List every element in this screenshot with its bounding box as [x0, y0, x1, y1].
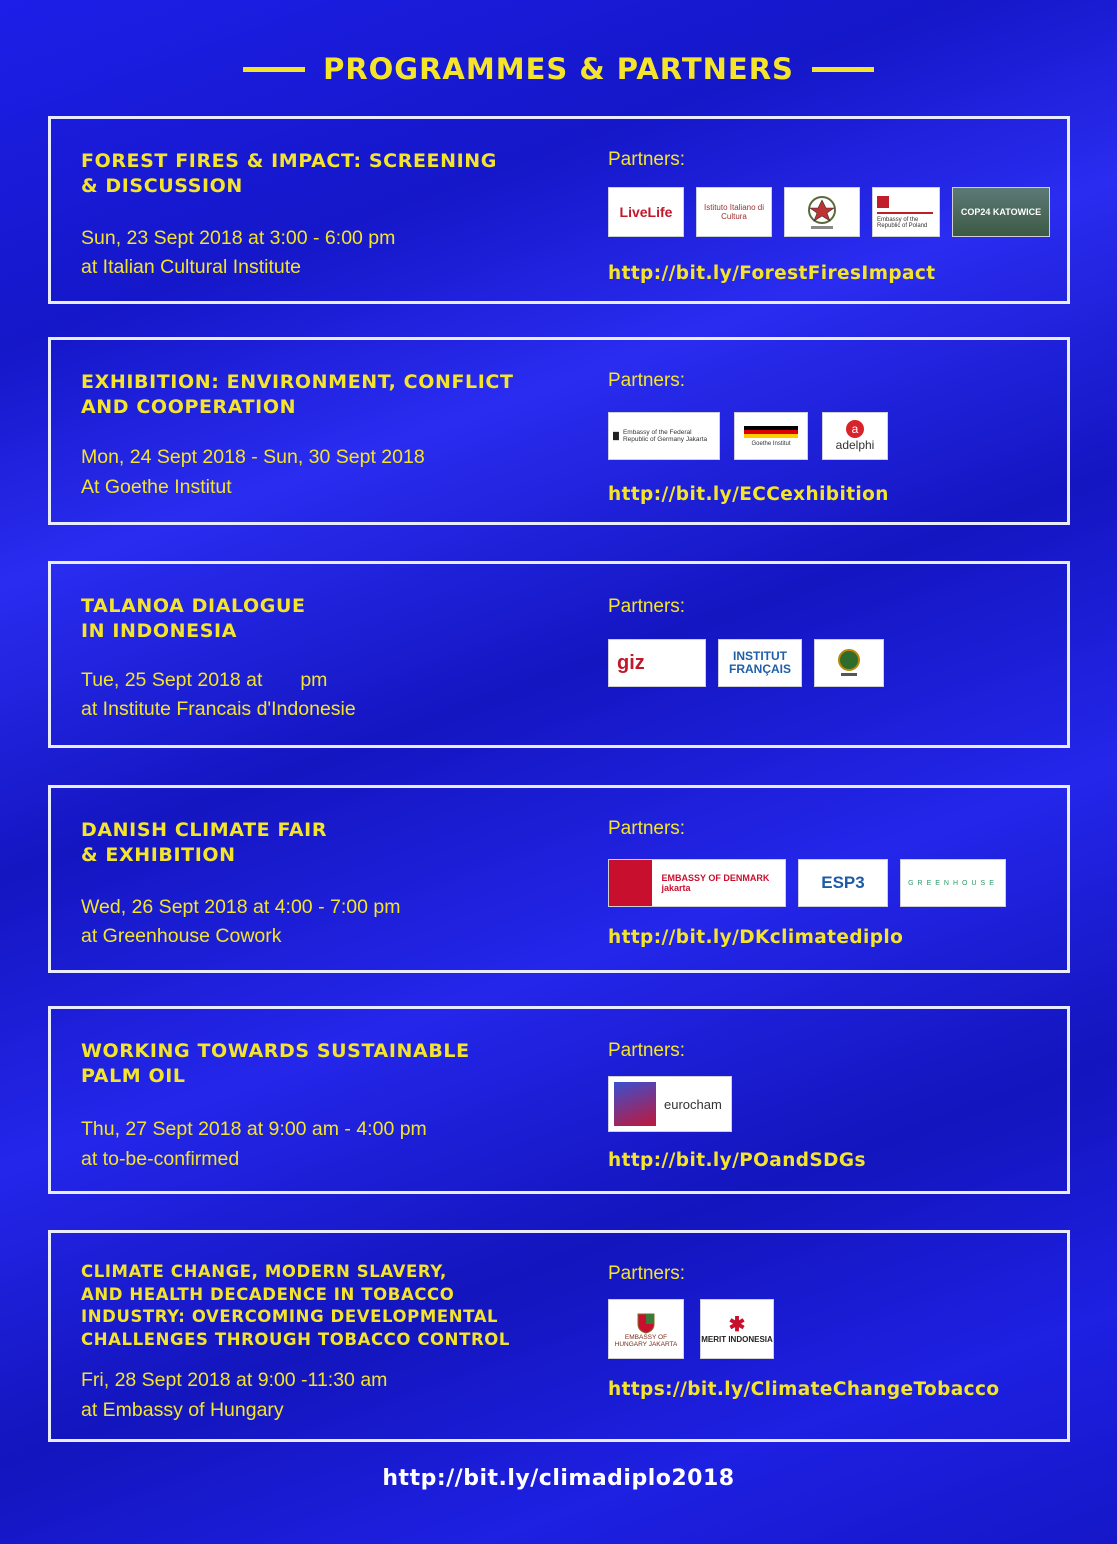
event-title: DANISH CLIMATE FAIR & EXHIBITION — [81, 819, 328, 866]
event-date: Fri, 28 Sept 2018 at 9:00 -11:30 am — [81, 1369, 388, 1391]
partner-logo-institut-francais: INSTITUT FRANÇAIS — [718, 639, 802, 687]
event-card-palm-oil — [48, 1006, 1070, 1194]
partner-logo-goethe: Goethe Institut — [734, 412, 808, 460]
event-date: Sun, 23 Sept 2018 at 3:00 - 6:00 pm — [81, 227, 396, 249]
partners-label: Partners: — [608, 596, 686, 617]
partner-logo-cop24: COP24 KATOWICE — [952, 187, 1050, 237]
event-venue: at Greenhouse Cowork — [81, 925, 282, 947]
partner-logos — [608, 412, 888, 460]
partner-logo-eurocham: eurocham — [608, 1076, 732, 1132]
event-date: Tue, 25 Sept 2018 at pm — [81, 669, 328, 691]
eurocham-map-icon — [614, 1082, 656, 1126]
partner-logo-greenhouse: GREENHOUSE — [900, 859, 1006, 907]
poland-emblem-icon — [877, 196, 889, 208]
partners-label: Partners: — [608, 370, 686, 391]
event-card-forest-fires — [48, 116, 1070, 304]
event-date: Thu, 27 Sept 2018 at 9:00 am - 4:00 pm — [81, 1118, 427, 1140]
event-venue: at Embassy of Hungary — [81, 1399, 284, 1421]
partners-label: Partners: — [608, 1263, 686, 1284]
event-link[interactable]: http://bit.ly/POandSDGs — [608, 1150, 866, 1171]
partner-logo-embassy-hungary: EMBASSY OF HUNGARY JAKARTA — [608, 1299, 684, 1359]
partners-label: Partners: — [608, 818, 686, 839]
event-title: WORKING TOWARDS SUSTAINABLE PALM OIL — [81, 1040, 470, 1087]
partner-logos — [608, 859, 1006, 907]
page-heading — [0, 48, 1117, 90]
event-date: Mon, 24 Sept 2018 - Sun, 30 Sept 2018 — [81, 446, 425, 468]
partner-logo-esp3: ESP3 — [798, 859, 888, 907]
event-title: CLIMATE CHANGE, MODERN SLAVERY, AND HEALTH DECADENCE IN TOBACCO INDUSTRY: OVERCOMING DEVELOPMENTAL CHALLENGES THROUGH TOBACCO CONTROL — [81, 1262, 510, 1349]
event-card-exhibition — [48, 337, 1070, 525]
event-link[interactable]: http://bit.ly/DKclimatediplo — [608, 927, 904, 948]
event-link[interactable]: http://bit.ly/ForestFiresImpact — [608, 263, 936, 284]
event-card-danish-fair — [48, 785, 1070, 973]
event-date: Wed, 26 Sept 2018 at 4:00 - 7:00 pm — [81, 896, 401, 918]
event-card-talanoa — [48, 561, 1070, 748]
page-title: PROGRAMMES & PARTNERS — [323, 52, 794, 86]
partner-logo-embassy-denmark: EMBASSY OF DENMARK jakarta — [608, 859, 786, 907]
event-card-tobacco — [48, 1230, 1070, 1442]
event-venue: at Institute Francais d'Indonesie — [81, 698, 356, 720]
germany-eagle-icon — [613, 429, 619, 443]
partner-logo-livelife: LiveLife — [608, 187, 684, 237]
event-link[interactable]: https://bit.ly/ClimateChangeTobacco — [608, 1379, 1000, 1400]
event-title: EXHIBITION: ENVIRONMENT, CONFLICT AND COOPERATION — [81, 371, 514, 418]
partner-logo-embassy-poland: Embassy of the Republic of Poland — [872, 187, 940, 237]
partner-logo-giz: giz — [608, 639, 706, 687]
event-link[interactable]: http://bit.ly/ECCexhibition — [608, 484, 889, 505]
partner-logos — [608, 639, 884, 687]
merit-asterisk-icon: ✱ — [728, 1313, 746, 1336]
partners-label: Partners: — [608, 1040, 686, 1061]
event-venue: at to-be-confirmed — [81, 1148, 240, 1170]
partner-logo-istituto-italiano: Istituto Italiano di Cultura — [696, 187, 772, 237]
partner-logo-embassy-italy — [784, 187, 860, 237]
partner-logos — [608, 1076, 732, 1132]
partners-label: Partners: — [608, 149, 686, 170]
partner-logo-merit: ✱ MERIT INDONESIA — [700, 1299, 774, 1359]
adelphi-icon: a — [846, 420, 864, 438]
partner-logo-adelphi: a adelphi — [822, 412, 888, 460]
indonesia-emblem-icon — [835, 648, 863, 678]
heading-rule-right — [812, 67, 874, 72]
partner-logos — [608, 1299, 774, 1359]
partner-logo-embassy-germany: Embassy of the Federal Republic of Germany Jakarta — [608, 412, 720, 460]
partner-logo-indonesia-emblem — [814, 639, 884, 687]
heading-rule-left — [243, 67, 305, 72]
event-title: FOREST FIRES & IMPACT: SCREENING & DISCUSSION — [81, 150, 497, 197]
event-title: TALANOA DIALOGUE IN INDONESIA — [81, 595, 306, 642]
denmark-crest-icon — [609, 859, 652, 907]
event-venue: At Goethe Institut — [81, 476, 232, 498]
italy-emblem-icon — [805, 192, 839, 232]
footer-link[interactable]: http://bit.ly/climadiplo2018 — [382, 1466, 735, 1491]
event-venue: at Italian Cultural Institute — [81, 256, 302, 278]
partner-logos — [608, 187, 1050, 237]
hungary-crest-icon — [637, 1310, 655, 1334]
